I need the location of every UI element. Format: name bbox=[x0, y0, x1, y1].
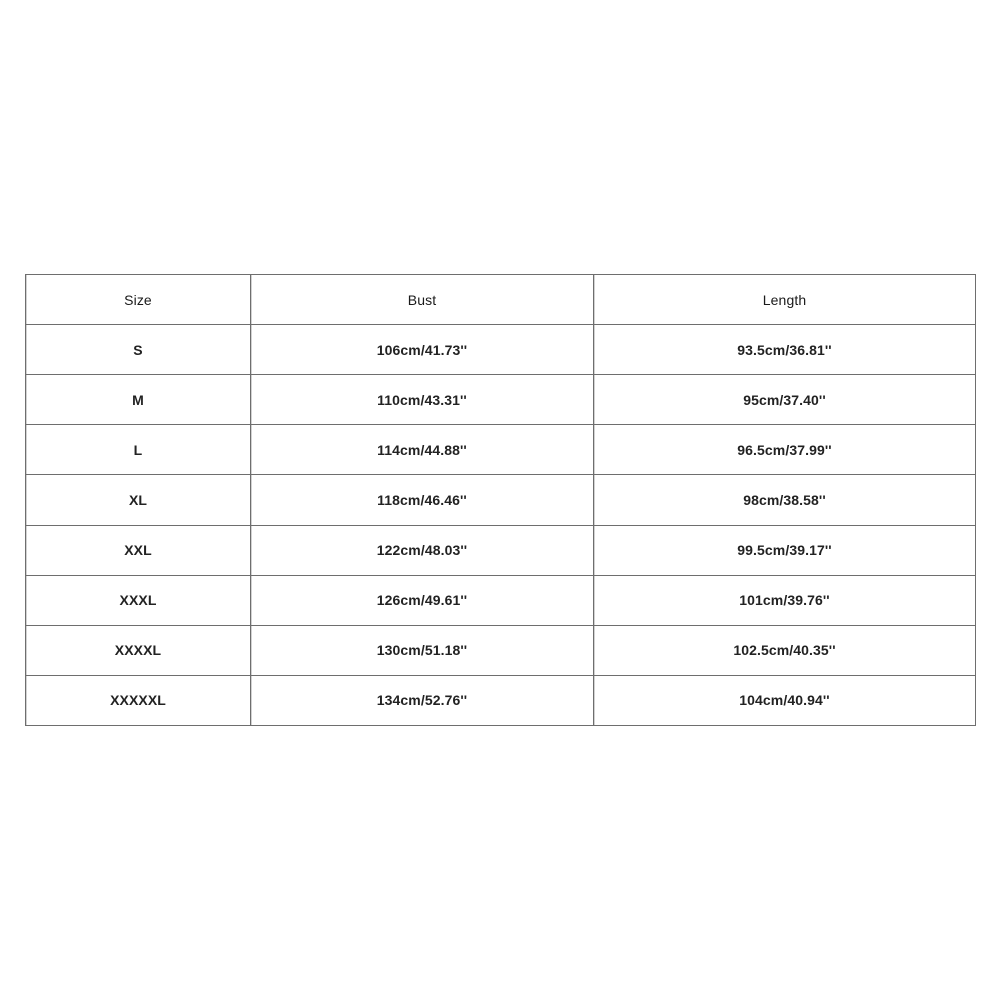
table-row bbox=[26, 475, 976, 525]
cell-bust: 106cm/41.73'' bbox=[251, 325, 594, 375]
cell-size: S bbox=[26, 325, 251, 375]
table-row bbox=[26, 325, 976, 375]
cell-size: L bbox=[26, 425, 251, 475]
cell-bust: 110cm/43.31'' bbox=[251, 375, 594, 425]
table-row bbox=[26, 375, 976, 425]
table-row bbox=[26, 425, 976, 475]
header-bust: Bust bbox=[251, 275, 594, 325]
header-row bbox=[26, 275, 976, 325]
header-size: Size bbox=[26, 275, 251, 325]
cell-size: XXL bbox=[26, 525, 251, 575]
cell-bust: 122cm/48.03'' bbox=[251, 525, 594, 575]
cell-length: 99.5cm/39.17'' bbox=[594, 525, 976, 575]
cell-size: XXXXL bbox=[26, 625, 251, 675]
cell-bust: 118cm/46.46'' bbox=[251, 475, 594, 525]
table-row bbox=[26, 675, 976, 725]
cell-bust: 130cm/51.18'' bbox=[251, 625, 594, 675]
cell-length: 93.5cm/36.81'' bbox=[594, 325, 976, 375]
cell-length: 101cm/39.76'' bbox=[594, 575, 976, 625]
table-row bbox=[26, 525, 976, 575]
table-row bbox=[26, 575, 976, 625]
cell-length: 104cm/40.94'' bbox=[594, 675, 976, 725]
cell-length: 102.5cm/40.35'' bbox=[594, 625, 976, 675]
cell-size: XL bbox=[26, 475, 251, 525]
size-chart-table bbox=[25, 274, 976, 726]
cell-size: XXXL bbox=[26, 575, 251, 625]
header-length: Length bbox=[594, 275, 976, 325]
cell-bust: 134cm/52.76'' bbox=[251, 675, 594, 725]
cell-bust: 126cm/49.61'' bbox=[251, 575, 594, 625]
cell-size: M bbox=[26, 375, 251, 425]
cell-size: XXXXXL bbox=[26, 675, 251, 725]
cell-length: 95cm/37.40'' bbox=[594, 375, 976, 425]
cell-length: 98cm/38.58'' bbox=[594, 475, 976, 525]
cell-bust: 114cm/44.88'' bbox=[251, 425, 594, 475]
cell-length: 96.5cm/37.99'' bbox=[594, 425, 976, 475]
table-row bbox=[26, 625, 976, 675]
